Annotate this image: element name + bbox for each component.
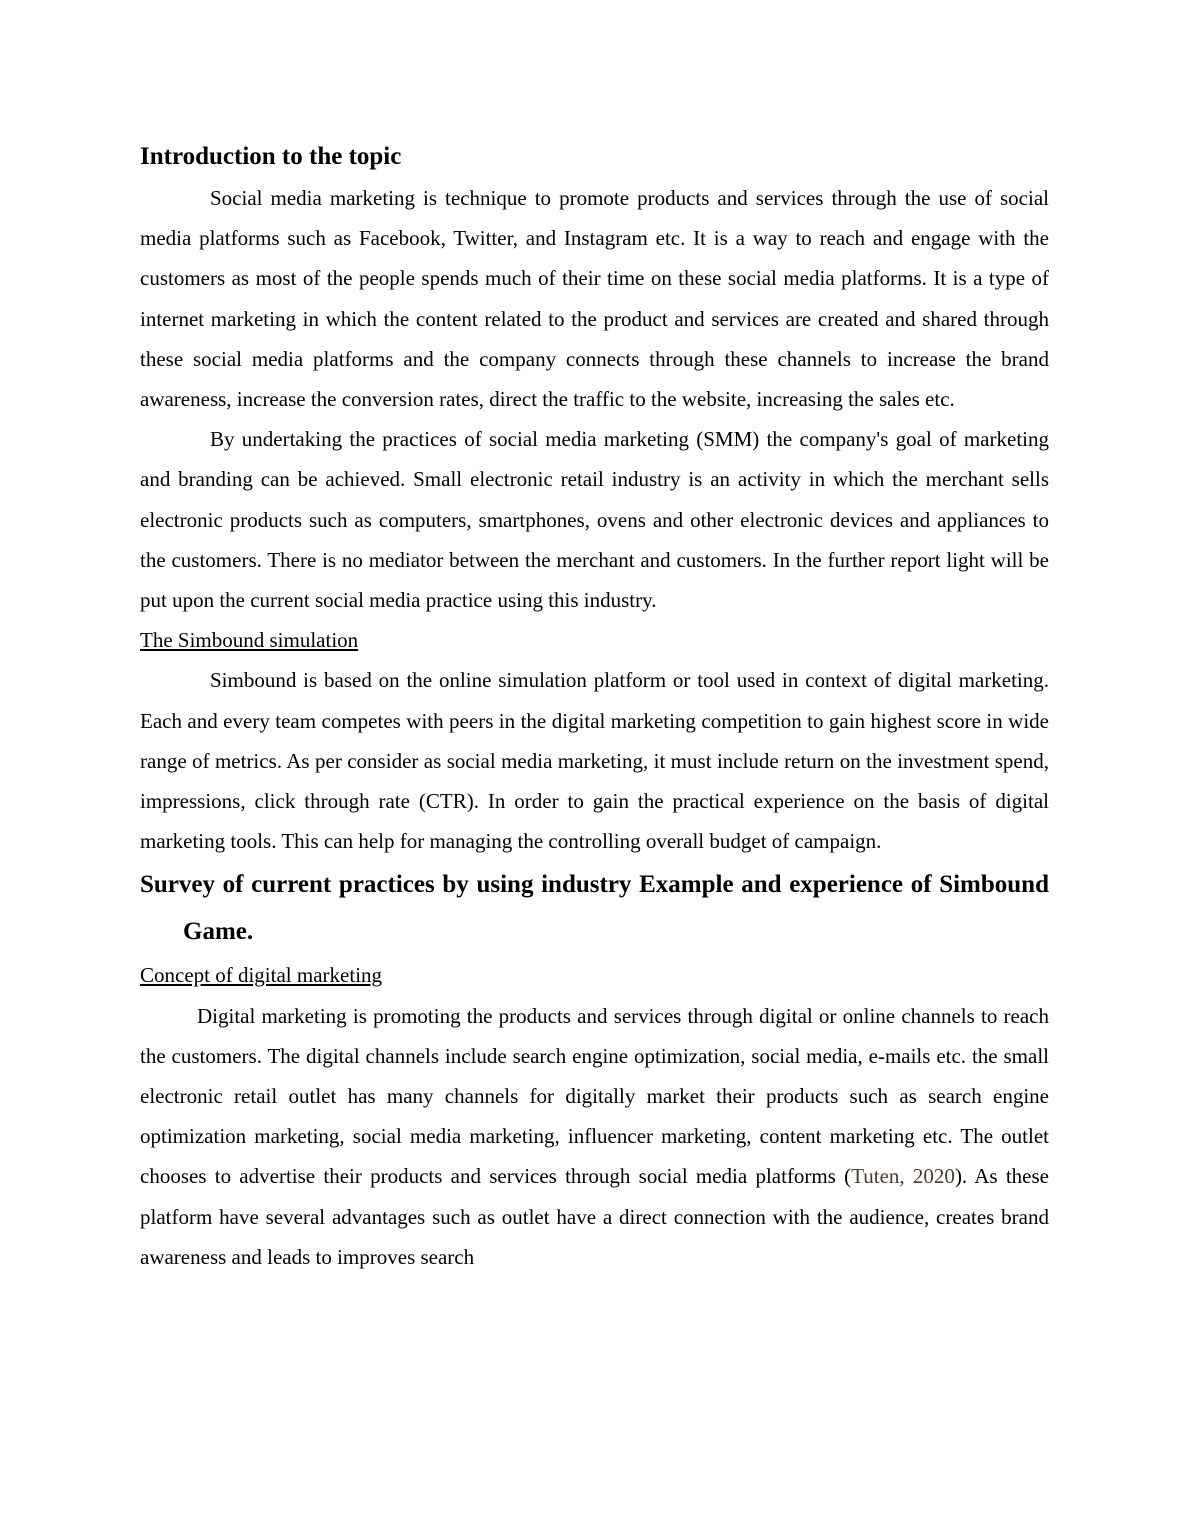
paragraph-text-before-citation: Digital marketing is promoting the products and services through digital or online channels to reach the customers. The digital channels include search engine optimization, social media, e-mails etc. the small electronic retail outlet has many channels for digitally market their products such as search engine optimization marketing, social media marketing, influencer marketing, content marketing etc. The outlet chooses to advertise their products and services through social media platforms ( xyxy=(140,1003,1049,1189)
simbound-subheading: The Simbound simulation xyxy=(140,628,359,653)
intro-heading: Introduction to the topic xyxy=(140,143,402,170)
simbound-paragraph-1: Simbound is based on the online simulation platform or tool used in context of digital marketing. Each and every team competes with peers in the digital marketing competition to gain highest score in wide range of metrics. As per consider as social media marketing, it must include return on the investment spend, impressions, click through rate (CTR). In order to gain the practical experience on the basis of digital marketing tools. This can help for managing the controlling overall budget of campaign. xyxy=(140,668,1049,854)
intro-paragraph-1: Social media marketing is technique to promote products and services through the use of social media platforms such as Facebook, Twitter, and Instagram etc. It is a way to reach and engage with the customers as most of the people spends much of their time on these social media platforms. It is a type of internet marketing in which the content related to the product and services are created and shared through these social media platforms and the company connects through these channels to increase the brand awareness, increase the conversion rates, direct the traffic to the website, increasing the sales etc. xyxy=(140,186,1049,412)
digital-marketing-paragraph-1 xyxy=(140,996,1049,1277)
digital-marketing-subheading: Concept of digital marketing xyxy=(140,963,383,988)
document-page xyxy=(140,138,1049,1277)
survey-heading: Survey of current practices by using industry Example and experience of Simbound Game. xyxy=(140,871,1049,946)
paragraph-text-after-citation: ). As these platform have several advantages such as outlet have a direct connection with the audience, creates brand awareness and leads to improves search xyxy=(140,1164,1049,1269)
citation: Tuten, 2020 xyxy=(851,1164,955,1189)
intro-paragraph-2: By undertaking the practices of social media marketing (SMM) the company's goal of marketing and branding can be achieved. Small electronic retail industry is an activity in which the merchant sells electronic products such as computers, smartphones, ovens and other electronic devices and appliances to the customers. There is no mediator between the merchant and customers. In the further report light will be put upon the current social media practice using this industry. xyxy=(140,427,1049,613)
